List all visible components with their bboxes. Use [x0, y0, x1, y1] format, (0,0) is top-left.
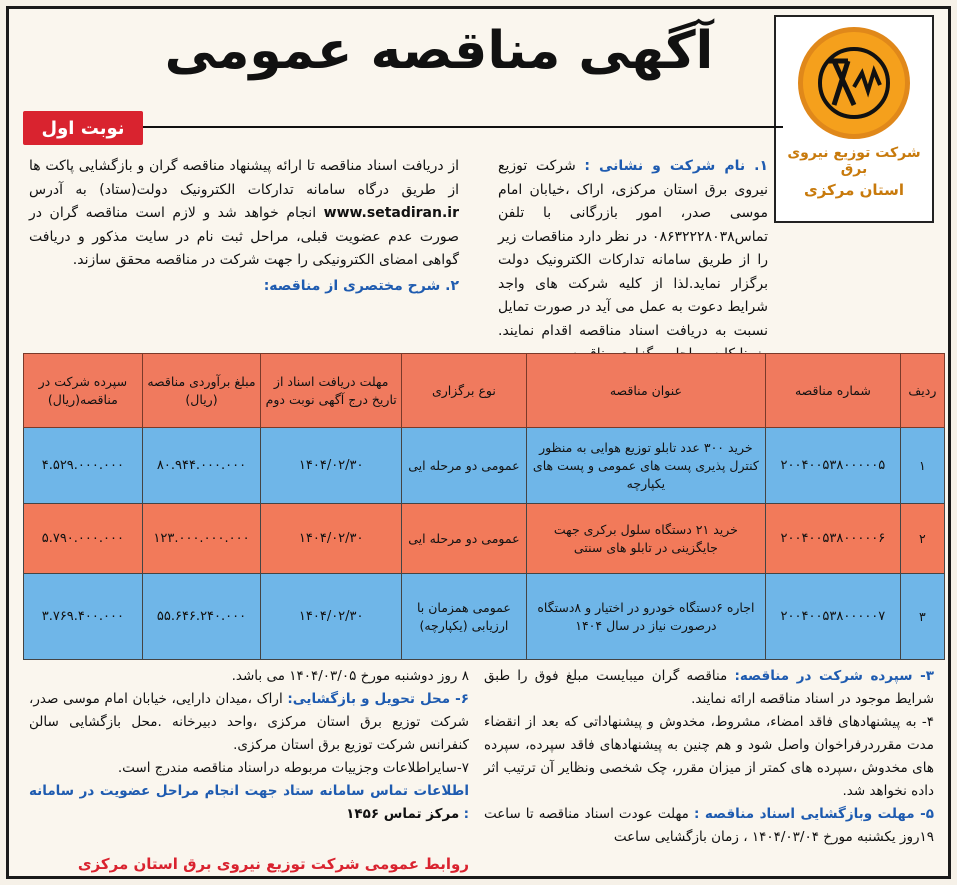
tender-table [23, 353, 945, 660]
tender-estimate: ۵۵.۶۴۶.۲۴۰.۰۰۰ [142, 574, 261, 660]
tender-number: ۲۰۰۴۰۰۵۳۸۰۰۰۰۰۵ [766, 428, 901, 504]
row-index: ۲ [900, 504, 944, 574]
tender-deadline: ۱۴۰۴/۰۲/۳۰ [261, 428, 402, 504]
section1-cont-text-before: از دریافت اسناد مناقصه تا ارائه پیشنهاد مناقصه گران و بازگشایی پاکت ها از طریق درگاه سامانه تدارکات الکترونیک دولت(ستاد) به آدرس [29, 158, 459, 198]
bottom-right-column [484, 665, 934, 849]
logo-company-name: شرکت توزیع نیروی برق [787, 145, 921, 177]
section7-text: ۷-سایراطلاعات وجزییات مربوطه دراسناد مناقصه مندرج است. [117, 760, 469, 776]
section2-heading: ۲. شرح مختصری از مناقصه: [263, 277, 459, 294]
section1-heading: ۱. نام شرکت و نشانی : [584, 158, 769, 174]
tender-title: خرید ۳۰۰ عدد تابلو توزیع هوایی به منظور کنترل پذیری پست های عمومی و پست های یکپارچه [526, 428, 765, 504]
website-link[interactable]: www.setadiran.ir [323, 205, 459, 221]
tender-estimate: ۸۰.۹۴۴.۰۰۰.۰۰۰ [142, 428, 261, 504]
header-cell: مهلت دریافت اسناد از تاریخ درج آگهی نوبت دوم [261, 354, 402, 428]
tender-type: عمومی همزمان با ارزیابی (یکپارچه) [402, 574, 527, 660]
page-title: آگهی مناقصه عمومی [164, 21, 714, 81]
tender-title: اجاره ۶دستگاه خودرو در اختیار و ۸دستگاه درصورت نیاز در سال ۱۴۰۴ [526, 574, 765, 660]
table-row [24, 428, 945, 504]
section5-text: مهلت عودت اسناد مناقصه تا ساعت ۱۹روز یکشنبه مورخ ۱۴۰۴/۰۳/۰۴ ، زمان بازگشایی ساعت [484, 806, 934, 845]
logo-province: استان مرکزی [803, 181, 905, 199]
title-divider [143, 126, 783, 128]
tender-number: ۲۰۰۴۰۰۵۳۸۰۰۰۰۰۷ [766, 574, 901, 660]
electricity-logo-icon [798, 27, 910, 139]
tender-estimate: ۱۲۳.۰۰۰.۰۰۰.۰۰۰ [142, 504, 261, 574]
section6-text: اراک ،میدان دارایی، خیابان امام موسی صدر، شرکت توزیع برق استان مرکزی ،واحد دبیرخانه .محل بازگشایی سالن کنفرانس شرکت توزیع برق استان مرکزی. [29, 691, 469, 753]
advertisement-frame [6, 6, 951, 879]
section6 [29, 688, 469, 757]
tender-number: ۲۰۰۴۰۰۵۳۸۰۰۰۰۰۶ [766, 504, 901, 574]
header-cell: شماره مناقصه [766, 354, 901, 428]
round-badge: نوبت اول [23, 111, 143, 145]
section1-continuation [29, 155, 459, 298]
tender-deposit: ۵.۷۹۰.۰۰۰.۰۰۰ [24, 504, 143, 574]
contact-heading: اطلاعات تماس سامانه ستاد جهت انجام مراحل عضویت در سامانه : [29, 783, 469, 822]
tender-deposit: ۴.۵۲۹.۰۰۰.۰۰۰ [24, 428, 143, 504]
row-index: ۱ [900, 428, 944, 504]
tender-deposit: ۳.۷۶۹.۴۰۰.۰۰۰ [24, 574, 143, 660]
section3-heading: ۳- سپرده شرکت در مناقصه: [734, 668, 934, 684]
bottom-left-column [29, 665, 469, 826]
footer-signature: روابط عمومی شرکت توزیع نیروی برق استان مرکزی [77, 855, 469, 873]
section1-cont-text-after: انجام خواهد شد و لازم است مناقصه گران در صورت عدم عضویت قبلی، مراحل ثبت نام در سایت مذکور و دریافت گواهی امضای الکترونیکی را جهت شرکت در مناقصه محقق سازند. [29, 205, 459, 268]
tender-type: عمومی دو مرحله ایی [402, 428, 527, 504]
header-cell: مبلغ برآوردی مناقصه (ریال) [142, 354, 261, 428]
section3-text: مناقصه گران میبایست مبلغ فوق را طبق شرایط موجود در اسناد مناقصه ارائه نمایند. [484, 668, 934, 707]
section5 [484, 803, 934, 849]
header-cell: ردیف [900, 354, 944, 428]
section5-heading: ۵- مهلت وبازگشایی اسناد مناقصه : [693, 806, 934, 822]
section5-continuation: ۸ روز دوشنبه مورخ ۱۴۰۴/۰۳/۰۵ می باشد. [231, 668, 469, 684]
section3 [484, 665, 934, 711]
contact-info [29, 780, 469, 826]
tender-deadline: ۱۴۰۴/۰۲/۳۰ [261, 574, 402, 660]
header-cell: نوع برگزاری [402, 354, 527, 428]
table-row [24, 574, 945, 660]
tender-type: عمومی دو مرحله ایی [402, 504, 527, 574]
company-logo [774, 15, 934, 223]
tender-deadline: ۱۴۰۴/۰۲/۳۰ [261, 504, 402, 574]
section6-heading: ۶- محل تحویل و بازگشایی: [287, 691, 469, 707]
header-cell: عنوان مناقصه [526, 354, 765, 428]
header-cell: سپرده شرکت در مناقصه(ریال) [24, 354, 143, 428]
table-header-row [24, 354, 945, 428]
tender-title: خرید ۲۱ دستگاه سلول برکری جهت جایگزینی در تابلو های سنتی [526, 504, 765, 574]
contact-text: مرکز تماس ۱۴۵۶ [346, 806, 460, 822]
section1-column [498, 155, 768, 367]
row-index: ۳ [900, 574, 944, 660]
section1-text: شرکت توزیع نیروی برق استان مرکزی، اراک ،خیابان امام موسی صدر، امور بازرگانی با تلفن تماس۰۸۶۳۲۲۲۸۰۳۸ در نظر دارد مناقصات زیر را از طریق سامانه تدارکات الکترونیک دولت برگزار نماید.لذا از کلیه شرکت های واجد شرایط دعوت به عمل می آید در صورت تمایل نسبت به دریافت اسناد مناقصه اقدام نمایند. [498, 158, 768, 339]
table-row [24, 504, 945, 574]
section4-text: ۴- به پیشنهادهای فاقد امضاء، مشروط، مخدوش و پیشنهاداتی که بعد از انقضاء مدت مقرردرفراخوان واصل شود و هم چنین به پیشنهادهای فاقد سپرده، سپرده های مخدوش ،سپرده های کمتر از میزان مقرر، چک شخصی ونظایر آن ترتیب اثر داده نخواهد شد. [484, 714, 934, 799]
